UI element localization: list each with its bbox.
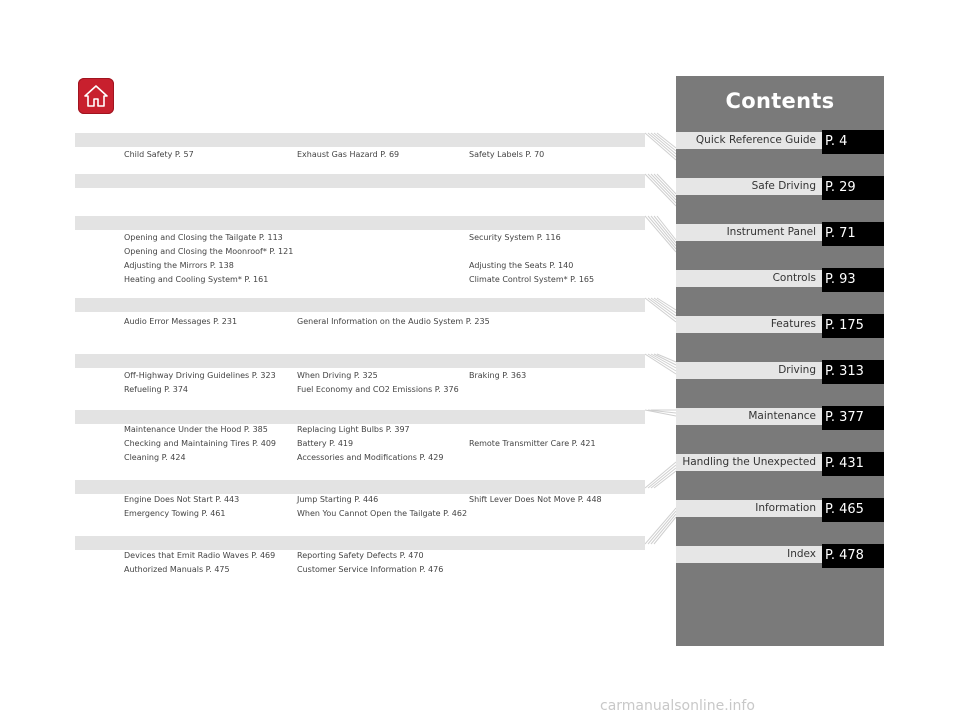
topic-link[interactable]: Off-Highway Driving Guidelines P. 323 [124, 371, 276, 380]
nav-item-label: Instrument Panel [676, 224, 822, 241]
topic-link[interactable]: Opening and Closing the Moonroof* P. 121 [124, 247, 294, 256]
nav-item-page: P. 175 [822, 314, 884, 338]
topic-link[interactable]: Adjusting the Mirrors P. 138 [124, 261, 234, 270]
topic-link[interactable]: When Driving P. 325 [297, 371, 378, 380]
topic-link[interactable]: Cleaning P. 424 [124, 453, 186, 462]
nav-item-label: Handling the Unexpected [676, 454, 822, 471]
topic-link[interactable]: Accessories and Modifications P. 429 [297, 453, 444, 462]
home-icon [83, 84, 109, 108]
nav-item-driving[interactable] [676, 360, 884, 384]
section-band-5[interactable] [75, 354, 645, 368]
topic-link[interactable]: Climate Control System* P. 165 [469, 275, 595, 284]
nav-item-page: P. 478 [822, 544, 884, 568]
topic-link[interactable]: Reporting Safety Defects P. 470 [297, 551, 424, 560]
watermark: carmanualsonline.info [600, 698, 755, 714]
section-band-6[interactable] [75, 410, 645, 424]
topic-link[interactable]: General Information on the Audio System P. 235 [297, 317, 490, 326]
nav-item-page: P. 377 [822, 406, 884, 430]
topic-link[interactable]: When You Cannot Open the Tailgate P. 462 [297, 509, 468, 518]
nav-item-controls[interactable] [676, 268, 884, 292]
nav-item-label: Driving [676, 362, 822, 379]
topic-link[interactable]: Exhaust Gas Hazard P. 69 [297, 150, 400, 159]
section-band-2[interactable] [75, 174, 645, 188]
topic-link[interactable]: Opening and Closing the Tailgate P. 113 [124, 233, 283, 242]
nav-item-page: P. 313 [822, 360, 884, 384]
nav-item-label: Maintenance [676, 408, 822, 425]
connector-decoration [645, 120, 679, 560]
section-band-7[interactable] [75, 480, 645, 494]
panel-title: Contents [725, 89, 835, 113]
topic-link[interactable]: Battery P. 419 [297, 439, 354, 448]
nav-item-features[interactable] [676, 314, 884, 338]
topic-link[interactable]: Checking and Maintaining Tires P. 409 [124, 439, 277, 448]
topic-link[interactable]: Braking P. 363 [469, 371, 527, 380]
nav-item-index[interactable] [676, 544, 884, 568]
topic-link[interactable]: Authorized Manuals P. 475 [124, 565, 230, 574]
topic-link[interactable]: Heating and Cooling System* P. 161 [124, 275, 269, 284]
topic-link[interactable]: Devices that Emit Radio Waves P. 469 [124, 551, 276, 560]
topic-link[interactable]: Engine Does Not Start P. 443 [124, 495, 240, 504]
topic-link[interactable]: Shift Lever Does Not Move P. 448 [469, 495, 602, 504]
topic-link[interactable]: Jump Starting P. 446 [297, 495, 379, 504]
topic-link[interactable]: Fuel Economy and CO2 Emissions P. 376 [297, 385, 459, 394]
topic-link[interactable]: Child Safety P. 57 [124, 150, 194, 159]
section-band-1[interactable] [75, 133, 645, 147]
nav-item-page: P. 71 [822, 222, 884, 246]
section-band-8[interactable] [75, 536, 645, 550]
nav-item-label: Safe Driving [676, 178, 822, 195]
topic-link[interactable]: Maintenance Under the Hood P. 385 [124, 425, 268, 434]
topic-link[interactable]: Adjusting the Seats P. 140 [469, 261, 574, 270]
topic-link[interactable]: Security System P. 116 [469, 233, 561, 242]
nav-item-label: Features [676, 316, 822, 333]
topic-link[interactable]: Customer Service Information P. 476 [297, 565, 444, 574]
section-band-3[interactable] [75, 216, 645, 230]
nav-item-page: P. 93 [822, 268, 884, 292]
nav-item-safe-driving[interactable] [676, 176, 884, 200]
topic-link[interactable]: Refueling P. 374 [124, 385, 188, 394]
topic-link[interactable]: Remote Transmitter Care P. 421 [469, 439, 596, 448]
nav-item-maintenance[interactable] [676, 406, 884, 430]
topic-link[interactable]: Safety Labels P. 70 [469, 150, 545, 159]
nav-item-label: Quick Reference Guide [676, 132, 822, 149]
nav-item-handling-the-unexpected[interactable] [676, 452, 884, 476]
nav-item-label: Controls [676, 270, 822, 287]
topic-link[interactable]: Audio Error Messages P. 231 [124, 317, 238, 326]
nav-item-page: P. 431 [822, 452, 884, 476]
nav-item-page: P. 465 [822, 498, 884, 522]
topic-link[interactable]: Replacing Light Bulbs P. 397 [297, 425, 410, 434]
nav-item-page: P. 4 [822, 130, 884, 154]
section-band-4[interactable] [75, 298, 645, 312]
nav-item-instrument-panel[interactable] [676, 222, 884, 246]
home-button[interactable] [78, 78, 114, 114]
nav-item-label: Index [676, 546, 822, 563]
contents-panel [676, 76, 884, 646]
nav-item-label: Information [676, 500, 822, 517]
topic-link[interactable]: Emergency Towing P. 461 [124, 509, 226, 518]
nav-item-information[interactable] [676, 498, 884, 522]
nav-item-page: P. 29 [822, 176, 884, 200]
nav-item-quick-reference-guide[interactable] [676, 130, 884, 154]
